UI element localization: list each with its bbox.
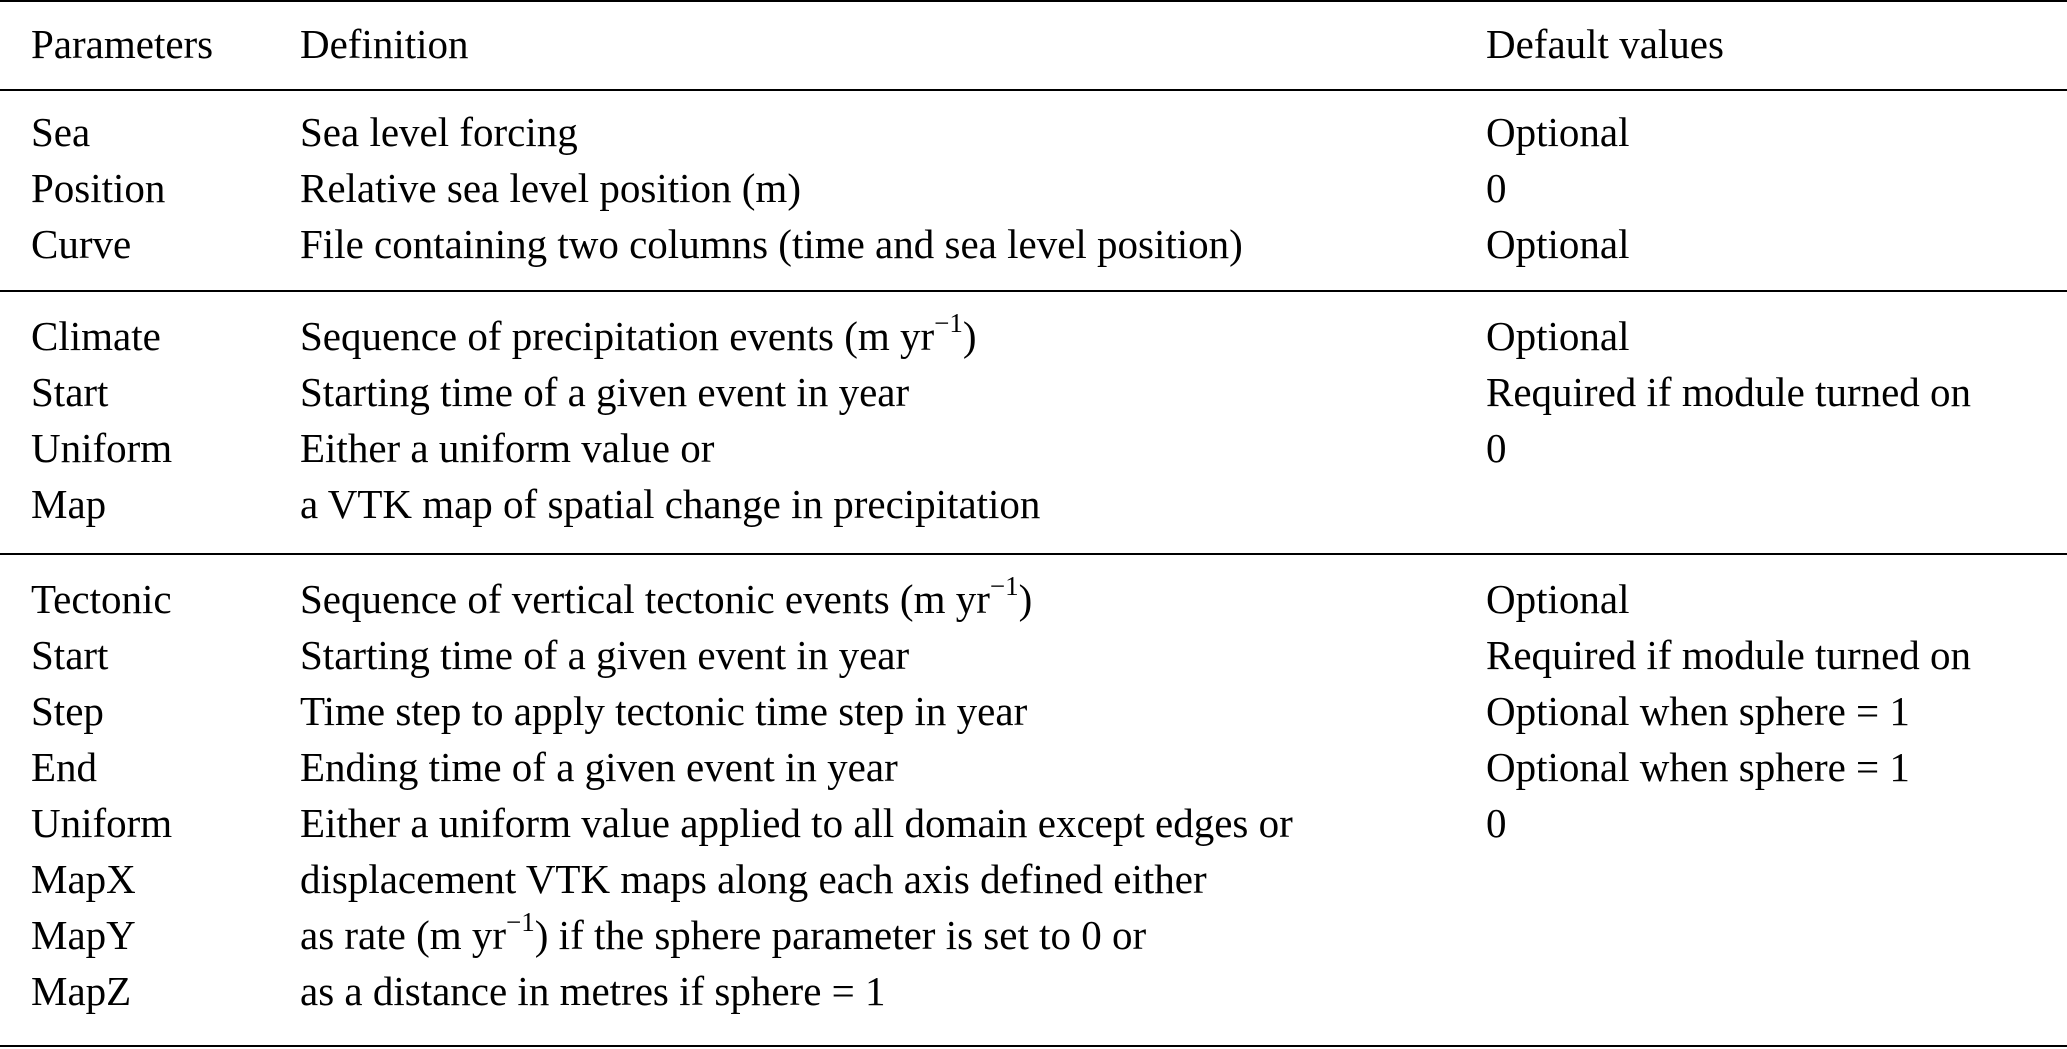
definition-cell: a VTK map of spatial change in precipitation	[300, 481, 1041, 527]
header-rule	[0, 89, 2067, 91]
table-row	[0, 420, 2067, 476]
table-row	[0, 160, 2067, 216]
table-row	[0, 795, 2067, 851]
bottom-rule	[0, 1045, 2067, 1047]
definition-cell: Starting time of a given event in year	[300, 632, 910, 678]
param-cell: Map	[31, 481, 107, 527]
table-row	[0, 476, 2067, 532]
definition-cell	[300, 571, 1032, 627]
param-cell: Curve	[31, 221, 132, 267]
header-row	[0, 16, 2067, 72]
param-cell: Start	[31, 632, 109, 678]
default-cell: Required if module turned on	[1486, 632, 1972, 678]
definition-text-end: )	[962, 313, 977, 359]
default-cell: Optional when sphere = 1	[1486, 744, 1910, 790]
definition-cell: Either a uniform value or	[300, 425, 715, 471]
definition-text: Sequence of vertical tectonic events (m yr	[300, 576, 990, 622]
param-cell: Start	[31, 369, 109, 415]
table-row	[0, 308, 2067, 364]
table-row	[0, 739, 2067, 795]
default-cell: Optional when sphere = 1	[1486, 688, 1910, 734]
definition-cell: File containing two columns (time and sea level position)	[300, 221, 1243, 267]
default-cell: Optional	[1486, 313, 1630, 359]
param-cell: Uniform	[31, 425, 173, 471]
table-row	[0, 963, 2067, 1019]
default-cell: 0	[1486, 165, 1507, 211]
table-row	[0, 627, 2067, 683]
param-cell: MapY	[31, 912, 136, 958]
table-row	[0, 907, 2067, 963]
group-rule	[0, 290, 2067, 292]
param-cell: MapZ	[31, 968, 132, 1014]
top-rule	[0, 0, 2067, 2]
default-cell: Optional	[1486, 109, 1630, 155]
param-cell: Uniform	[31, 800, 173, 846]
definition-cell: Either a uniform value applied to all domain except edges or	[300, 800, 1293, 846]
default-cell: 0	[1486, 800, 1507, 846]
default-cell: Required if module turned on	[1486, 369, 1972, 415]
default-cell: 0	[1486, 425, 1507, 471]
table-row	[0, 571, 2067, 627]
param-cell: MapX	[31, 856, 136, 902]
param-cell: End	[31, 744, 98, 790]
unit-exponent: −1	[506, 907, 535, 938]
table-row	[0, 851, 2067, 907]
definition-cell: Ending time of a given event in year	[300, 744, 898, 790]
header-parameters: Parameters	[31, 21, 214, 67]
definition-text-end: )	[1018, 576, 1033, 622]
param-cell: Step	[31, 688, 104, 734]
definition-cell	[300, 308, 977, 364]
default-cell: Optional	[1486, 221, 1630, 267]
definition-cell	[300, 907, 1146, 963]
unit-exponent: −1	[934, 308, 963, 339]
table-row	[0, 104, 2067, 160]
table-row	[0, 683, 2067, 739]
definition-text: as rate (m yr	[300, 912, 507, 958]
default-cell: Optional	[1486, 576, 1630, 622]
definition-cell: displacement VTK maps along each axis defined either	[300, 856, 1207, 902]
header-definition: Definition	[300, 21, 469, 67]
table-row	[0, 216, 2067, 272]
unit-exponent: −1	[989, 571, 1019, 602]
param-cell: Climate	[31, 313, 161, 359]
definition-cell: as a distance in metres if sphere = 1	[300, 968, 886, 1014]
definition-cell: Starting time of a given event in year	[300, 369, 910, 415]
definition-cell: Time step to apply tectonic time step in year	[300, 688, 1028, 734]
header-default-values: Default values	[1486, 21, 1724, 67]
group-rule	[0, 553, 2067, 555]
param-cell: Tectonic	[31, 576, 172, 622]
definition-text-end: ) if the sphere parameter is set to 0 or	[534, 912, 1147, 958]
definition-cell: Sea level forcing	[300, 109, 578, 155]
definition-text: Sequence of precipitation events (m yr	[300, 313, 935, 359]
table-row	[0, 364, 2067, 420]
param-cell: Position	[31, 165, 166, 211]
param-cell: Sea	[31, 109, 91, 155]
definition-cell: Relative sea level position (m)	[300, 165, 801, 211]
